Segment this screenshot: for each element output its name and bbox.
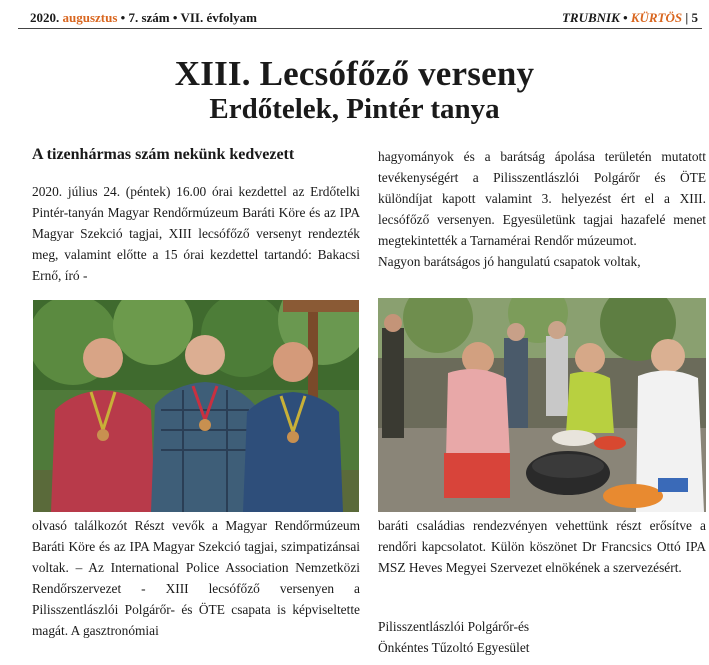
column-2-top: [378, 146, 706, 272]
issue-info: [30, 10, 257, 26]
page-number: | 5: [682, 10, 698, 25]
page-header: [18, 6, 698, 28]
column-2-bottom: [378, 515, 706, 578]
paragraph-atmosphere: Nagyon barátságos jó hangulatú csapatok voltak,: [378, 254, 641, 269]
column-1-bottom: [32, 515, 360, 641]
signature-line-2: Önkéntes Tűzoltó Egyesület: [378, 640, 530, 655]
publication-brand: [562, 10, 698, 26]
signature-line-1: Pilisszentlászlói Polgárőr-és: [378, 619, 530, 634]
brand-trubnik: TRUBNIK: [561, 10, 620, 25]
issue-year: 2020.: [30, 10, 60, 25]
paragraph-thanks: baráti családias rendezvényen vehettünk részt erősítve a rendőri kapcsolatot. Külön köszönet Dr Francsics Ottó IPA MSZ Heves Megyei Szervezet elnökének a szervezésért.: [378, 518, 706, 575]
column-1-top: [32, 181, 360, 286]
paragraph-award: hagyományok és a barátság ápolása területén mutatott tevékenységért a Pilisszentlászlói Polgárőr és ÖTE különdíjat kapott valamint 3. helyezést ért el a XIII. lecsófőző versenyen. Egyesületünk tagjai hazafelé menet megtekintették a Tarnamérai Rendőr múzeumot.: [378, 149, 706, 248]
paragraph-participants: olvasó találkozót Részt vevők a Magyar Rendőrmúzeum Baráti Köre és az IPA Magyar Szekció tagjai, szimpatizánsai voltak. – Az International Police Association Nemzetközi Rendőrszervezet - XIII lecsófőző versenyen a Pilisszentlászlói Polgárőr- és ÖTE csapata is képviseltette magát. A gasztronómiai: [32, 518, 360, 638]
signature-block: [378, 616, 706, 658]
brand-bullet: •: [619, 10, 631, 25]
article-title: XIII. Lecsófőző verseny: [174, 54, 535, 93]
photo-cooking-scene: [378, 298, 706, 512]
header-rule: [18, 28, 702, 29]
issue-month: augusztus: [62, 10, 118, 25]
article-subhead: A tizenhármas szám nekünk kedvezett: [32, 146, 295, 163]
brand-kurtos: KÜRTÖS: [630, 10, 683, 25]
photo-medal-winners: [33, 300, 359, 512]
paragraph-intro: 2020. július 24. (péntek) 16.00 órai kezdettel az Erdőtelki Pintér-tanyán Magyar Rendőrmúzeum Baráti Köre és az IPA Magyar Szekció tagjai, XIII lecsófőző versenyt rendezték meg, valamint előtte a 15 órai kezdettel tartandó: Bakacsi Ernő, író -: [32, 184, 360, 283]
article-subtitle: Erdőtelek, Pintér tanya: [209, 93, 500, 125]
issue-number: • 7. szám • VII. évfolyam: [120, 10, 257, 25]
